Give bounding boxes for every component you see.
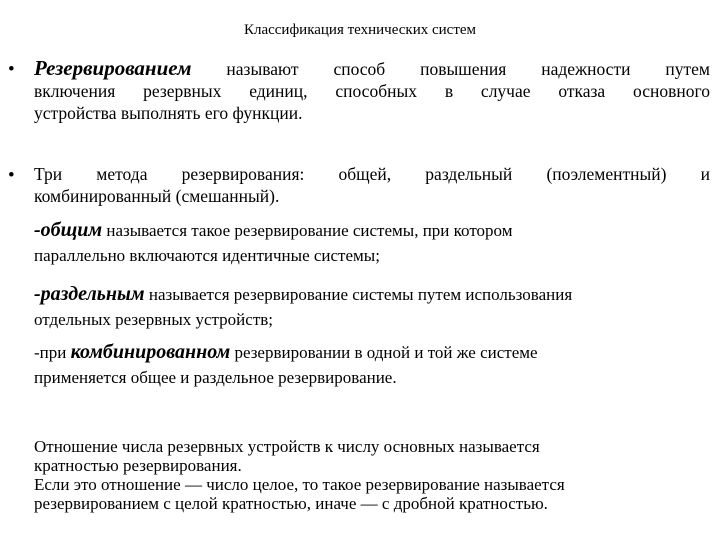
general-line-2: параллельно включаются идентичные системы; [34,246,380,265]
definition-line-1 [34,57,710,80]
definition-line-1-text: называют способ повышения надежности путем [226,59,711,79]
term-reservation: Резервированием [34,56,192,80]
slide-title: Классификация технических систем [243,22,477,38]
methods-paragraph [34,163,710,207]
methods-line-2: комбинированный (смешанный). [34,186,280,206]
methods-line-1: Три метода резервирования: общей, раздельный (поэлементный) и [34,164,710,184]
separate-line-1 [34,282,694,307]
combined-prefix: -при [34,343,71,362]
general-line-1 [34,218,694,243]
bullet-marker: • [8,59,15,80]
note-line-2: кратностью резервирования. [34,456,242,475]
combined-reservation [34,340,694,390]
general-line-1-text: называется такое резервирование системы, при котором [102,221,513,240]
separate-line-1-text: называется резервирование системы путем использования [144,285,573,304]
note-line-3: Если это отношение — число целое, то такое резервирование называется [34,475,565,494]
general-reservation [34,218,694,268]
note-line-4: резервированием с целой кратностью, иначе — с дробной кратностью. [34,494,548,513]
term-separate: -раздельным [34,283,145,305]
note-line-1: Отношение числа резервных устройств к числу основных называется [34,437,540,456]
combined-line-2: применяется общее и раздельное резервирование. [34,368,397,387]
separate-reservation [34,282,694,332]
bullet-marker: • [8,165,15,186]
definition-line-2: включения резервных единиц, способных в случае отказа основного [34,81,710,101]
combined-line-1-text: резервировании в одной и той же системе [230,343,538,362]
definition-line-3: устройства выполнять его функции. [34,103,303,123]
separate-line-2: отдельных резервных устройств; [34,310,273,329]
term-general: -общим [34,219,103,241]
multiplicity-note [34,437,694,513]
combined-line-1 [34,340,694,365]
term-combined: комбинированном [70,341,231,363]
definition-reservation [34,57,710,124]
